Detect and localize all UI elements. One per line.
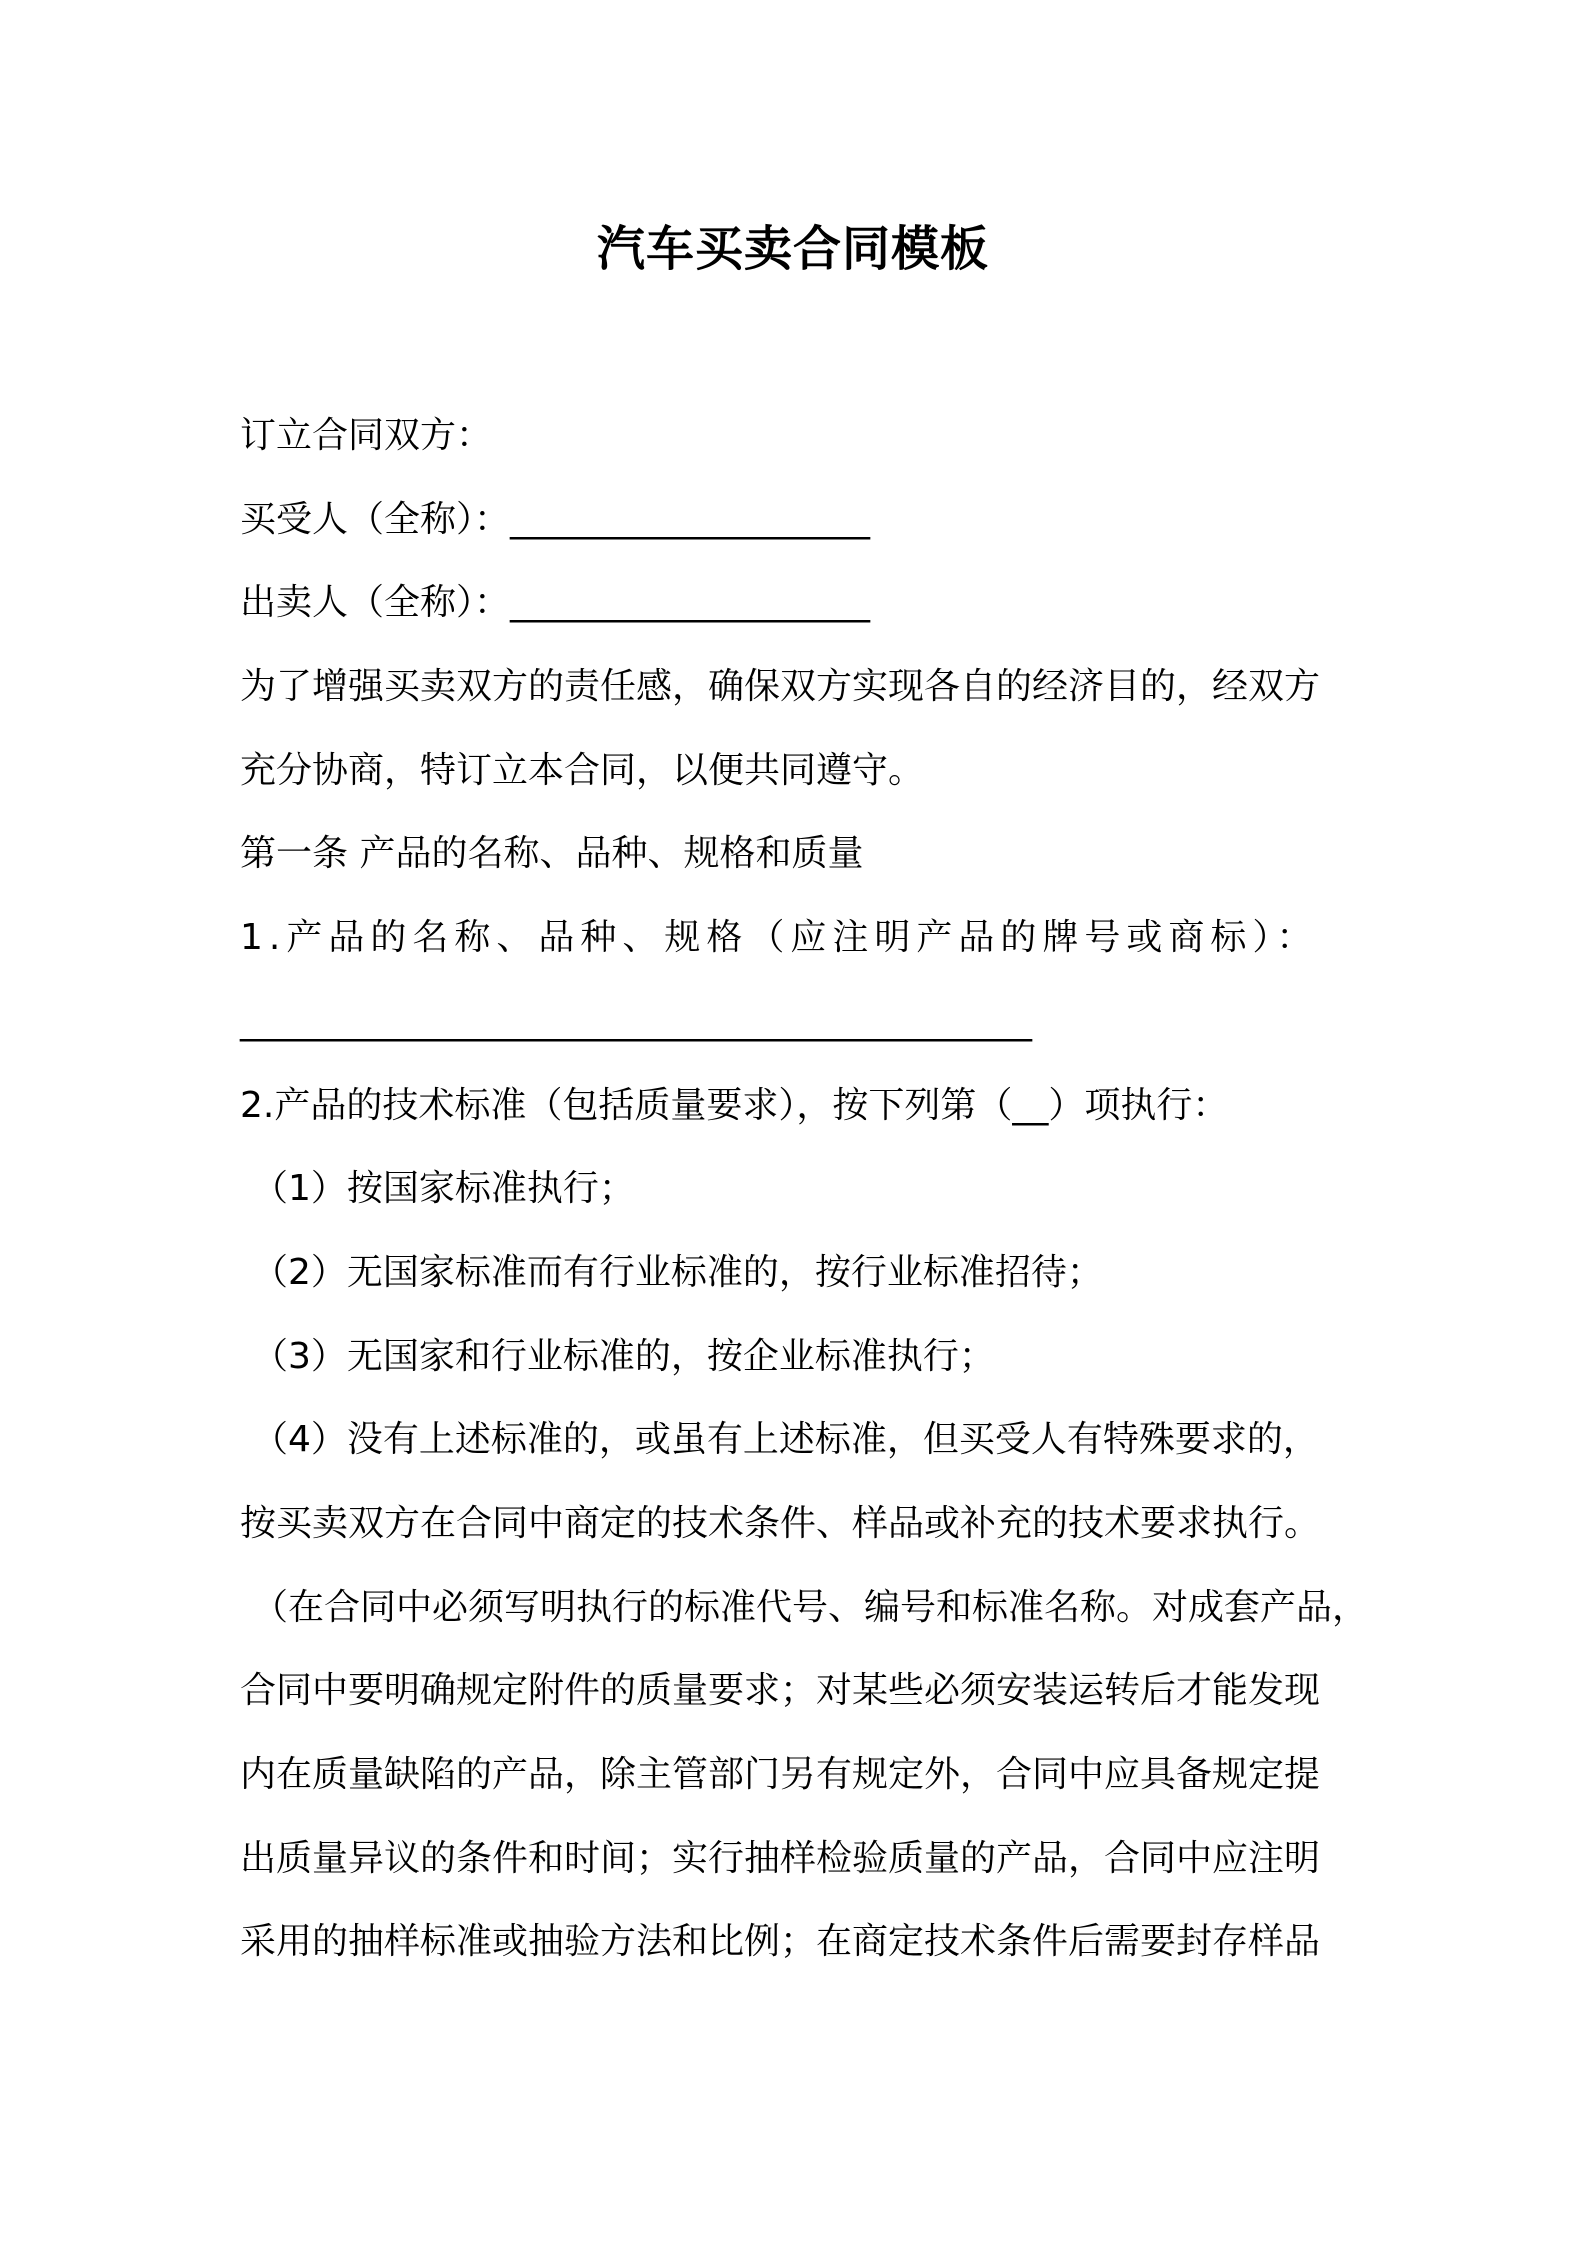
document-title: 汽车买卖合同模板: [596, 221, 989, 277]
note-line-3: 内在质量缺陷的产品，除主管部门另有规定外，合同中应具备规定提: [240, 1754, 1321, 1795]
article-1-item-1: 1.产品的名称、品种、规格（应注明产品的牌号或商标）：: [240, 917, 1319, 958]
buyer-line: 买受人（全称）：____________________: [240, 499, 871, 540]
standard-option-4-line-1: （4）没有上述标准的，或虽有上述标准，但买受人有特殊要求的，: [252, 1419, 1319, 1460]
intro-line-2: 充分协商，特订立本合同，以便共同遵守。: [240, 750, 925, 791]
seller-line: 出卖人（全称）：____________________: [240, 582, 871, 623]
parties-heading: 订立合同双方：: [240, 415, 493, 456]
standard-option-1: （1）按国家标准执行；: [252, 1168, 635, 1209]
standard-option-2: （2）无国家标准而有行业标准的，按行业标准招待；: [252, 1252, 1103, 1293]
article-1-heading: 第一条 产品的名称、品种、规格和质量: [240, 833, 864, 874]
standard-option-3: （3）无国家和行业标准的，按企业标准执行；: [252, 1336, 995, 1377]
note-line-5: 采用的抽样标准或抽验方法和比例；在商定技术条件后需要封存样品: [240, 1921, 1321, 1962]
standard-option-4-line-2: 按买卖双方在合同中商定的技术条件、样品或补充的技术要求执行。: [240, 1503, 1321, 1544]
note-line-2: 合同中要明确规定附件的质量要求；对某些必须安装运转后才能发现: [240, 1670, 1321, 1711]
article-1-item-1-blank: ____________________________________________: [240, 1001, 1032, 1042]
article-1-item-2: 2.产品的技术标准（包括质量要求），按下列第（__）项执行：: [240, 1085, 1229, 1126]
intro-line-1: 为了增强买卖双方的责任感，确保双方实现各自的经济目的，经双方: [240, 666, 1321, 707]
note-line-4: 出质量异议的条件和时间；实行抽样检验质量的产品，合同中应注明: [240, 1838, 1321, 1879]
note-line-1: （在合同中必须写明执行的标准代号、编号和标准名称。对成套产品，: [252, 1587, 1369, 1628]
